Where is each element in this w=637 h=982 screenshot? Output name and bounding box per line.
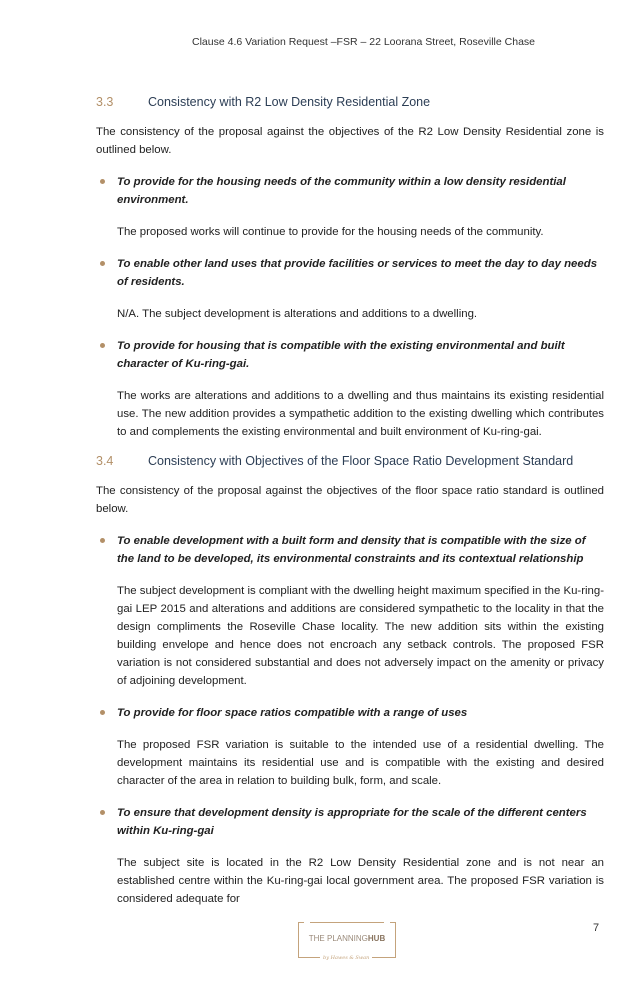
- section-heading-3-3: [96, 94, 604, 110]
- planning-hub-logo: [298, 922, 396, 961]
- objective-response: N/A. The subject development is alterations and additions to a dwelling.: [117, 308, 478, 320]
- section-number: 3.3: [96, 95, 114, 109]
- section-intro: The consistency of the proposal against the objectives of the floor space ratio standard is outlined below.: [96, 485, 604, 515]
- objective-text: To enable other land uses that provide facilities or services to meet the day to day needs of residents.: [117, 258, 598, 288]
- bullet-icon: [100, 343, 105, 348]
- logo-signature: by Hawes & Swan: [320, 955, 372, 962]
- logo-text-main: THE PLANNING: [308, 934, 368, 943]
- objective-text: To ensure that development density is appropriate for the scale of the different centers within Ku-ring-gai: [117, 807, 587, 837]
- page-number: 7: [593, 922, 600, 934]
- objective-response: The proposed works will continue to provide for the housing needs of the community.: [117, 226, 544, 238]
- bullet-icon: [100, 710, 105, 715]
- logo-text: [298, 934, 396, 943]
- objective-bullet: [100, 255, 604, 291]
- bullet-icon: [100, 261, 105, 266]
- bullet-icon: [100, 810, 105, 815]
- objective-text: To enable development with a built form and density that is compatible with the size of the land to be developed, its environmental constraints and its contextual relationship: [117, 535, 586, 565]
- objective-bullet: [100, 337, 604, 373]
- objective-text: To provide for housing that is compatible with the existing environmental and built character of Ku-ring-gai.: [117, 340, 565, 370]
- bullet-icon: [100, 179, 105, 184]
- objective-response: The proposed FSR variation is suitable to the intended use of a residential dwelling. The development maintains its residential use and is compatible with the existing and desired character of the area in relation to building bulk, form, and scale.: [117, 739, 604, 787]
- section-heading-3-4: [96, 453, 604, 469]
- objective-bullet: [100, 532, 604, 568]
- section-title: Consistency with R2 Low Density Residential Zone: [148, 95, 431, 109]
- logo-text-bold: HUB: [367, 934, 386, 943]
- objective-bullet: [100, 704, 604, 722]
- objective-response: The subject development is compliant with the dwelling height maximum specified in the Ku-ring-gai LEP 2015 and alterations and additions are considered sympathetic to the locality in that the design compliments the Roseville Chase locality. The new addition sits within the existing building envelope and hence does not encroach any setback controls. The proposed FSR variation is not considered substantial and does not adversely impact on the amenity or privacy of adjoining development.: [117, 585, 604, 687]
- section-number: 3.4: [96, 454, 114, 468]
- page-footer: [96, 908, 604, 960]
- running-header: Clause 4.6 Variation Request –FSR – 22 Loorana Street, Roseville Chase: [192, 36, 535, 48]
- section-intro: The consistency of the proposal against the objectives of the R2 Low Density Residential zone is outlined below.: [96, 126, 604, 156]
- bullet-icon: [100, 538, 105, 543]
- objective-bullet: [100, 173, 604, 209]
- objective-response: The subject site is located in the R2 Low Density Residential zone and is not near an established centre within the Ku-ring-gai local government area. The proposed FSR variation is considered adequate for: [117, 857, 604, 905]
- objective-text: To provide for the housing needs of the community within a low density residential environment.: [117, 176, 566, 206]
- section-title: Consistency with Objectives of the Floor Space Ratio Development Standard: [148, 454, 574, 468]
- objective-text: To provide for floor space ratios compatible with a range of uses: [117, 707, 468, 719]
- objective-bullet: [100, 804, 604, 840]
- objective-response: The works are alterations and additions to a dwelling and thus maintains its existing residential use. The new addition provides a sympathetic addition to the existing dwelling which contributes to and complements the existing environmental and built environment of Ku-ring-gai.: [117, 390, 604, 438]
